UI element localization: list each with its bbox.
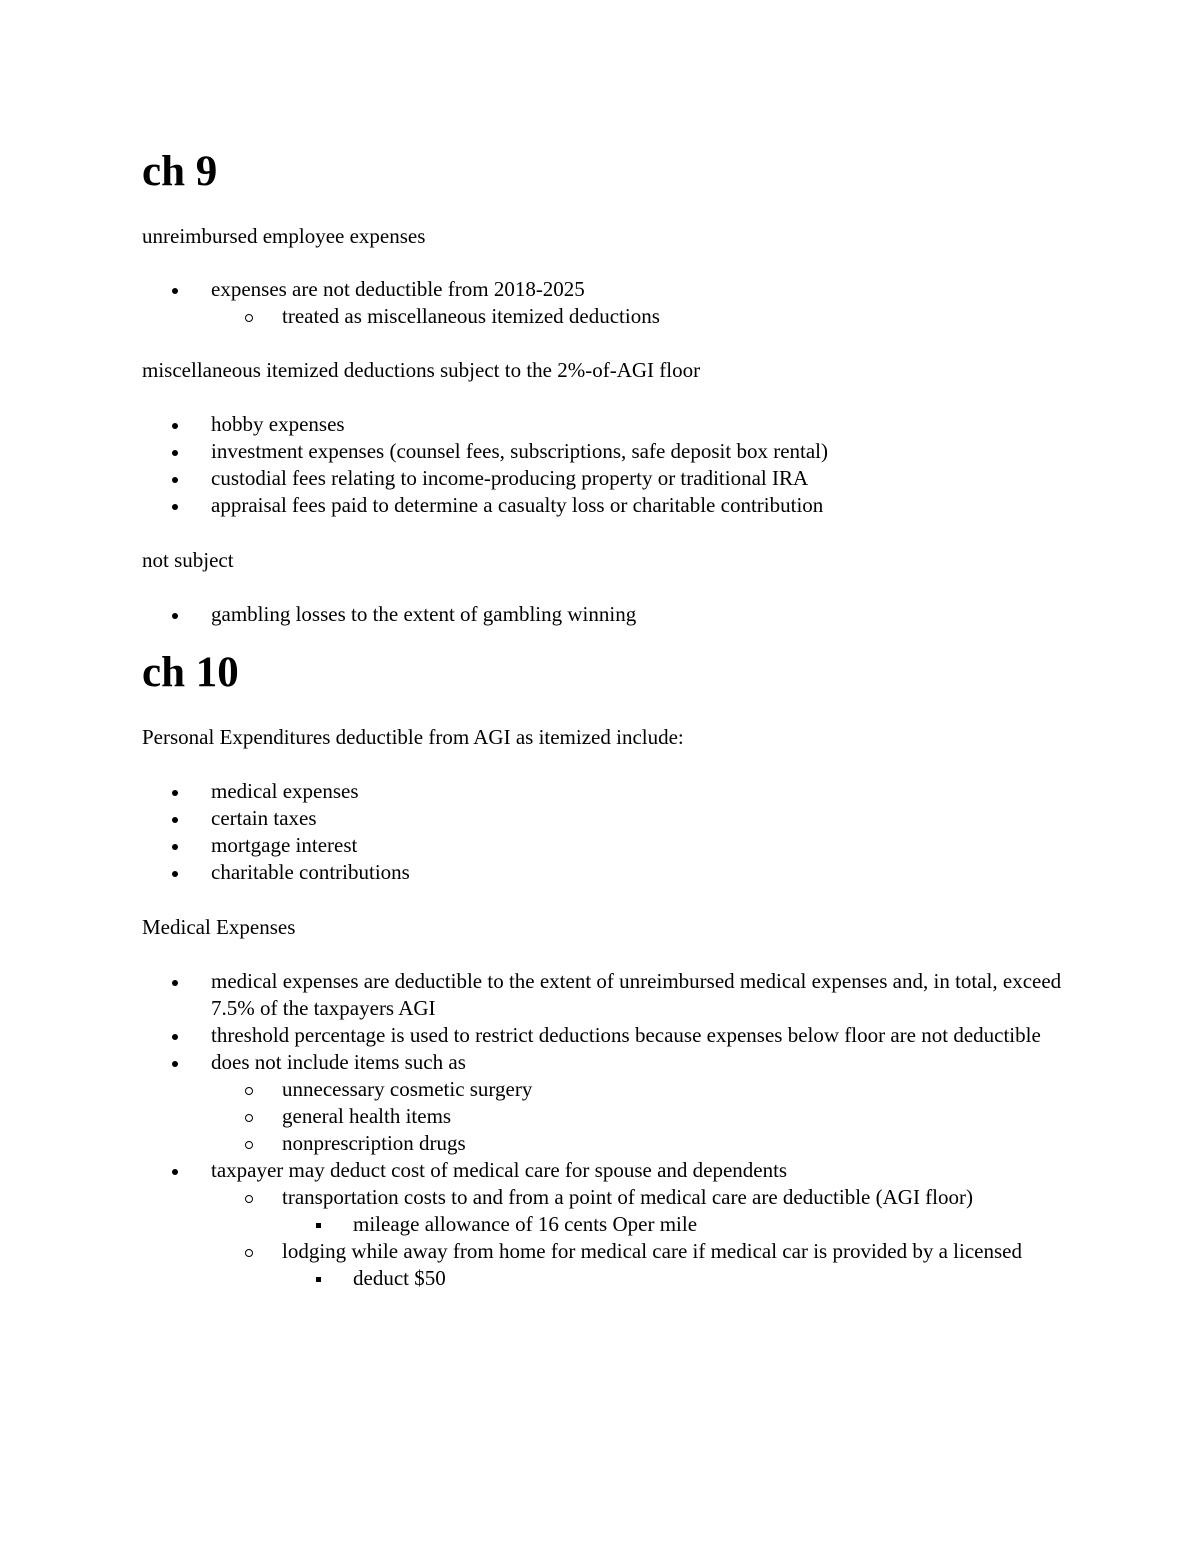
list-item: custodial fees relating to income-producing property or traditional IRA [142, 465, 1062, 492]
bullet-icon [172, 980, 178, 986]
bullet-icon [172, 817, 178, 823]
list-item: threshold percentage is used to restrict deductions because expenses below floor are not deductible [142, 1022, 1062, 1049]
list-item: general health items [142, 1103, 1062, 1130]
list-item: lodging while away from home for medical care if medical car is provided by a licensed [142, 1238, 1062, 1265]
list-item: mileage allowance of 16 cents Oper mile [142, 1211, 1062, 1238]
subheading-unreimbursed-employee-expenses: unreimbursed employee expenses [142, 224, 426, 248]
list-item: medical expenses are deductible to the extent of unreimbursed medical expenses and, in total, exceed 7.5% of the taxpayers AGI [142, 968, 1062, 1022]
subheading-not-subject: not subject [142, 548, 234, 572]
bullet-icon [172, 477, 178, 483]
list-item: transportation costs to and from a point of medical care are deductible (AGI floor) [142, 1184, 1062, 1211]
list-item: does not include items such as [142, 1049, 1062, 1076]
document-page [142, 0, 1062, 1292]
bullet-icon [172, 790, 178, 796]
hollow-bullet-icon [245, 1087, 253, 1095]
subheading-misc-itemized-deductions: miscellaneous itemized deductions subject to the 2%-of-AGI floor [142, 358, 701, 382]
chapter-heading-ch10: ch 10 [142, 649, 239, 696]
hollow-bullet-icon [245, 1195, 253, 1203]
hollow-bullet-icon [245, 1141, 253, 1149]
hollow-bullet-icon [245, 1249, 253, 1257]
bullet-icon [172, 288, 178, 294]
ch10-list-medical-expenses [142, 968, 1062, 1292]
list-item: nonprescription drugs [142, 1130, 1062, 1157]
list-item: certain taxes [142, 805, 1062, 832]
list-item: expenses are not deductible from 2018-2025 [142, 276, 1062, 303]
list-item: appraisal fees paid to determine a casualty loss or charitable contribution [142, 492, 1062, 519]
hollow-bullet-icon [245, 314, 253, 322]
subheading-personal-expenditures: Personal Expenditures deductible from AGI as itemized include: [142, 725, 684, 749]
bullet-icon [172, 1169, 178, 1175]
bullet-icon [172, 450, 178, 456]
ch9-list-misc-deductions [142, 411, 1062, 519]
chapter-heading-ch9: ch 9 [142, 148, 218, 195]
bullet-icon [172, 1061, 178, 1067]
subheading-medical-expenses: Medical Expenses [142, 915, 296, 939]
list-item: hobby expenses [142, 411, 1062, 438]
list-item: gambling losses to the extent of gambling winning [142, 601, 1062, 628]
list-item: unnecessary cosmetic surgery [142, 1076, 1062, 1103]
hollow-bullet-icon [245, 1114, 253, 1122]
list-item: mortgage interest [142, 832, 1062, 859]
bullet-icon [172, 844, 178, 850]
bullet-icon [172, 423, 178, 429]
bullet-icon [172, 1034, 178, 1040]
list-item: treated as miscellaneous itemized deductions [142, 303, 1062, 330]
bullet-icon [172, 613, 178, 619]
ch9-list-employee-expenses [142, 276, 1062, 330]
bullet-icon [172, 504, 178, 510]
list-item: deduct $50 [142, 1265, 1062, 1292]
list-item: taxpayer may deduct cost of medical care for spouse and dependents [142, 1157, 1062, 1184]
square-bullet-icon [316, 1223, 321, 1228]
list-item: medical expenses [142, 778, 1062, 805]
list-item: investment expenses (counsel fees, subscriptions, safe deposit box rental) [142, 438, 1062, 465]
square-bullet-icon [316, 1277, 321, 1282]
ch9-list-not-subject [142, 601, 1062, 628]
bullet-icon [172, 871, 178, 877]
ch10-list-personal-expenditures [142, 778, 1062, 886]
list-item: charitable contributions [142, 859, 1062, 886]
